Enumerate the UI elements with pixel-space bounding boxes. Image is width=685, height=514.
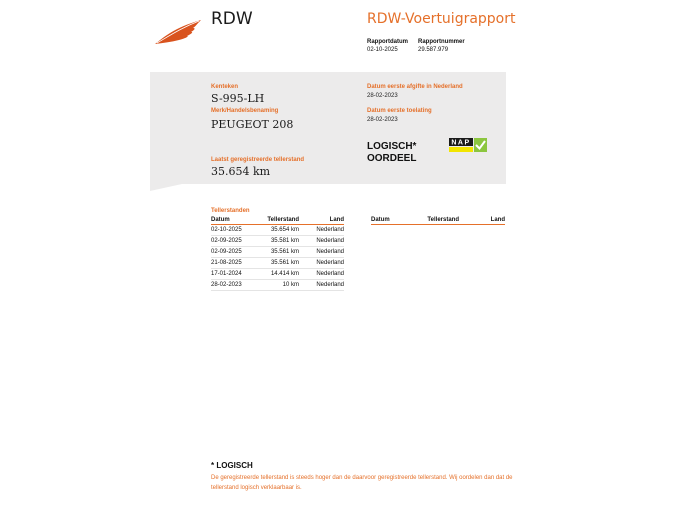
odometer-value: 35.654 km [211,165,271,178]
table-row [211,225,344,236]
nap-logo-text: NAP [451,139,471,147]
row-country: Nederland [299,236,344,247]
row-date: 17-01-2024 [211,269,259,280]
nap-logo-icon [449,138,487,152]
row-reading: 10 km [259,280,299,291]
make-label: Merk/Handelsbenaming [211,108,279,114]
col-reading: Tellerstand [259,217,299,225]
verdict [367,141,416,165]
row-date: 02-09-2025 [211,236,259,247]
col-date: Datum [371,217,421,225]
table-row [211,280,344,291]
odometer-history-table [211,217,344,291]
odometer-history-title: Tellerstanden [211,208,250,214]
row-reading: 35.561 km [259,247,299,258]
verdict-line1: LOGISCH* [367,141,417,152]
panel-notch [150,184,182,191]
report-number: 29.587.979 [418,47,449,53]
table-header-row [211,217,344,225]
row-date: 21-08-2025 [211,258,259,269]
plate-label: Kenteken [211,84,239,90]
row-reading: 14.414 km [259,269,299,280]
row-reading: 35.654 km [259,225,299,236]
row-reading: 35.561 km [259,258,299,269]
brand-title: RDW [211,9,253,29]
plate-value: S-995-LH [211,92,265,105]
row-country: Nederland [299,258,344,269]
row-country: Nederland [299,225,344,236]
col-date: Datum [211,217,259,225]
rdw-feather-logo-icon [153,18,203,46]
table-row [211,247,344,258]
footnote-title: * LOGISCH [211,461,253,470]
report-title: RDW-Voertuigrapport [367,11,516,27]
col-country: Land [299,217,344,225]
odometer-label: Laatst geregistreerde tellerstand [211,157,305,163]
row-country: Nederland [299,269,344,280]
row-date: 02-10-2025 [211,225,259,236]
col-country: Land [459,217,505,225]
verdict-line2: OORDEEL [367,153,417,164]
report-date-label: Rapportdatum [367,39,408,45]
first-admission-label: Datum eerste toelating [367,108,432,114]
first-registration-nl-value: 28-02-2023 [367,93,398,99]
make-value: PEUGEOT 208 [211,118,294,131]
table-row [211,269,344,280]
row-date: 02-09-2025 [211,247,259,258]
footnote-text: De geregistreerde tellerstand is steeds hoger dan de daarvoor geregistreerde tellerstand. Wij oordelen dan dat de tellerstand logisch verklaarbaar is. [211,475,513,491]
first-registration-nl-label: Datum eerste afgifte in Nederland [367,84,463,90]
row-country: Nederland [299,247,344,258]
report-number-label: Rapportnummer [418,39,465,45]
table-header-row [371,217,505,225]
table-row [211,258,344,269]
odometer-history-table-right [371,217,505,225]
table-row [211,236,344,247]
row-date: 28-02-2023 [211,280,259,291]
first-admission-value: 28-02-2023 [367,117,398,123]
col-reading: Tellerstand [421,217,459,225]
report-date: 02-10-2025 [367,47,398,53]
row-reading: 35.581 km [259,236,299,247]
row-country: Nederland [299,280,344,291]
